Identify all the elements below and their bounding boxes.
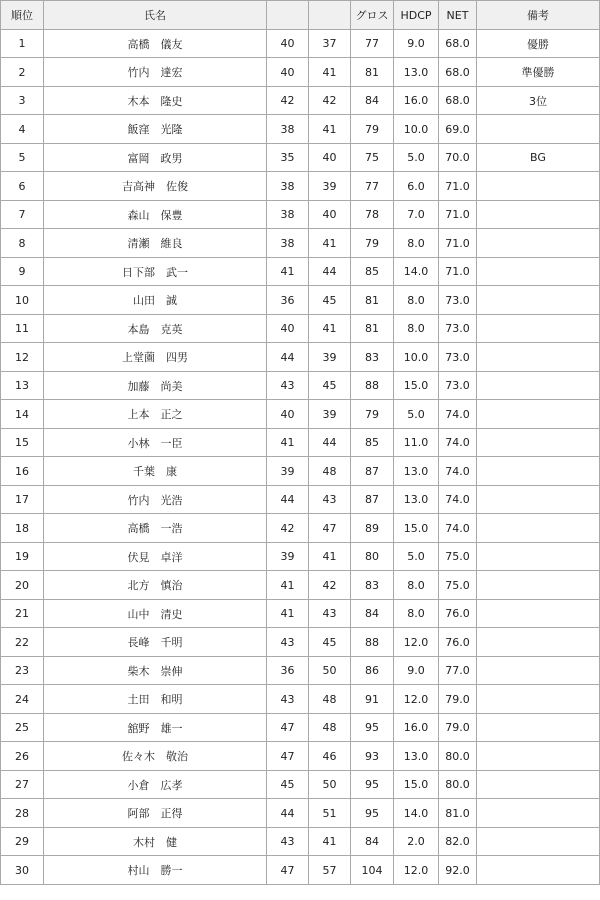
cell-out: 40 — [267, 30, 309, 58]
cell-gross: 80 — [351, 543, 394, 571]
cell-out: 36 — [267, 286, 309, 315]
cell-gross: 88 — [351, 628, 394, 657]
cell-name: 北方 慎治 — [44, 571, 267, 600]
cell-in: 43 — [309, 486, 351, 514]
cell-remarks — [477, 457, 600, 486]
cell-in: 48 — [309, 714, 351, 742]
cell-hdcp: 5.0 — [394, 144, 439, 172]
cell-remarks: BG — [477, 144, 600, 172]
cell-hdcp: 2.0 — [394, 828, 439, 856]
cell-hdcp: 16.0 — [394, 87, 439, 115]
cell-rank: 12 — [1, 343, 44, 372]
cell-rank: 27 — [1, 771, 44, 799]
cell-gross: 95 — [351, 771, 394, 799]
cell-remarks — [477, 543, 600, 571]
cell-rank: 19 — [1, 543, 44, 571]
cell-hdcp: 8.0 — [394, 229, 439, 258]
cell-gross: 81 — [351, 286, 394, 315]
header-in — [309, 1, 351, 30]
cell-name: 柴木 崇伸 — [44, 657, 267, 685]
cell-name: 小林 一臣 — [44, 429, 267, 457]
table-row — [1, 457, 600, 486]
table-row — [1, 172, 600, 201]
cell-hdcp: 8.0 — [394, 286, 439, 315]
cell-hdcp: 12.0 — [394, 685, 439, 714]
cell-hdcp: 15.0 — [394, 372, 439, 400]
table-row — [1, 714, 600, 742]
cell-hdcp: 8.0 — [394, 315, 439, 343]
cell-out: 39 — [267, 543, 309, 571]
cell-in: 45 — [309, 628, 351, 657]
cell-net: 71.0 — [439, 229, 477, 258]
cell-net: 76.0 — [439, 628, 477, 657]
cell-hdcp: 6.0 — [394, 172, 439, 201]
header-name: 氏名 — [44, 1, 267, 30]
cell-remarks — [477, 258, 600, 286]
cell-gross: 88 — [351, 372, 394, 400]
cell-gross: 81 — [351, 58, 394, 87]
table-row — [1, 429, 600, 457]
cell-gross: 75 — [351, 144, 394, 172]
cell-out: 43 — [267, 828, 309, 856]
cell-name: 上堂薗 四男 — [44, 343, 267, 372]
cell-in: 48 — [309, 457, 351, 486]
cell-remarks — [477, 828, 600, 856]
table-row — [1, 657, 600, 685]
cell-out: 35 — [267, 144, 309, 172]
cell-remarks — [477, 514, 600, 543]
cell-name: 佐々木 敬治 — [44, 742, 267, 771]
cell-name: 本島 克英 — [44, 315, 267, 343]
header-gross: グロス — [351, 1, 394, 30]
cell-remarks — [477, 286, 600, 315]
table-row — [1, 400, 600, 429]
cell-rank: 1 — [1, 30, 44, 58]
table-row — [1, 372, 600, 400]
cell-remarks — [477, 229, 600, 258]
cell-hdcp: 8.0 — [394, 600, 439, 628]
cell-hdcp: 13.0 — [394, 58, 439, 87]
table-row — [1, 799, 600, 828]
cell-name: 日下部 武一 — [44, 258, 267, 286]
cell-net: 71.0 — [439, 258, 477, 286]
cell-rank: 9 — [1, 258, 44, 286]
cell-remarks — [477, 486, 600, 514]
cell-in: 42 — [309, 571, 351, 600]
cell-name: 清瀬 維良 — [44, 229, 267, 258]
cell-net: 73.0 — [439, 372, 477, 400]
cell-rank: 10 — [1, 286, 44, 315]
cell-out: 41 — [267, 600, 309, 628]
cell-name: 飯窪 光隆 — [44, 115, 267, 144]
cell-in: 57 — [309, 856, 351, 885]
cell-rank: 5 — [1, 144, 44, 172]
cell-name: 長峰 千明 — [44, 628, 267, 657]
table-row — [1, 58, 600, 87]
cell-net: 74.0 — [439, 429, 477, 457]
cell-rank: 14 — [1, 400, 44, 429]
cell-hdcp: 10.0 — [394, 115, 439, 144]
cell-net: 81.0 — [439, 799, 477, 828]
cell-out: 44 — [267, 343, 309, 372]
cell-out: 43 — [267, 628, 309, 657]
cell-in: 39 — [309, 343, 351, 372]
cell-rank: 23 — [1, 657, 44, 685]
cell-remarks — [477, 343, 600, 372]
cell-rank: 16 — [1, 457, 44, 486]
cell-name: 舘野 雄一 — [44, 714, 267, 742]
cell-rank: 24 — [1, 685, 44, 714]
cell-gross: 79 — [351, 229, 394, 258]
cell-rank: 20 — [1, 571, 44, 600]
cell-gross: 77 — [351, 30, 394, 58]
cell-gross: 84 — [351, 828, 394, 856]
table-row — [1, 343, 600, 372]
cell-out: 47 — [267, 742, 309, 771]
cell-in: 41 — [309, 543, 351, 571]
cell-net: 69.0 — [439, 115, 477, 144]
cell-remarks — [477, 856, 600, 885]
cell-gross: 85 — [351, 429, 394, 457]
table-row — [1, 571, 600, 600]
cell-rank: 29 — [1, 828, 44, 856]
table-row — [1, 543, 600, 571]
header-row — [1, 1, 600, 30]
table-row — [1, 828, 600, 856]
table-row — [1, 87, 600, 115]
cell-net: 73.0 — [439, 315, 477, 343]
cell-net: 68.0 — [439, 58, 477, 87]
cell-gross: 95 — [351, 799, 394, 828]
cell-remarks — [477, 400, 600, 429]
cell-gross: 83 — [351, 571, 394, 600]
cell-out: 44 — [267, 799, 309, 828]
table-row — [1, 685, 600, 714]
cell-remarks — [477, 429, 600, 457]
cell-gross: 83 — [351, 343, 394, 372]
cell-rank: 3 — [1, 87, 44, 115]
cell-hdcp: 13.0 — [394, 457, 439, 486]
cell-remarks — [477, 742, 600, 771]
cell-net: 79.0 — [439, 714, 477, 742]
cell-remarks — [477, 657, 600, 685]
table-row — [1, 258, 600, 286]
cell-name: 富岡 政男 — [44, 144, 267, 172]
cell-net: 71.0 — [439, 201, 477, 229]
cell-out: 38 — [267, 201, 309, 229]
header-net: NET — [439, 1, 477, 30]
cell-name: 村山 勝一 — [44, 856, 267, 885]
cell-name: 竹内 光浩 — [44, 486, 267, 514]
cell-in: 46 — [309, 742, 351, 771]
cell-remarks — [477, 628, 600, 657]
cell-rank: 11 — [1, 315, 44, 343]
cell-in: 41 — [309, 315, 351, 343]
cell-out: 40 — [267, 315, 309, 343]
cell-out: 38 — [267, 229, 309, 258]
cell-in: 48 — [309, 685, 351, 714]
cell-out: 40 — [267, 58, 309, 87]
cell-name: 上本 正之 — [44, 400, 267, 429]
table-row — [1, 628, 600, 657]
table-row — [1, 771, 600, 799]
table-row — [1, 742, 600, 771]
cell-rank: 2 — [1, 58, 44, 87]
table-row — [1, 229, 600, 258]
cell-out: 40 — [267, 400, 309, 429]
cell-remarks — [477, 685, 600, 714]
cell-in: 40 — [309, 144, 351, 172]
cell-name: 阿部 正得 — [44, 799, 267, 828]
cell-net: 73.0 — [439, 343, 477, 372]
cell-gross: 84 — [351, 600, 394, 628]
cell-in: 39 — [309, 400, 351, 429]
cell-name: 吉高神 佐俊 — [44, 172, 267, 201]
cell-rank: 4 — [1, 115, 44, 144]
cell-remarks: 3位 — [477, 87, 600, 115]
cell-hdcp: 7.0 — [394, 201, 439, 229]
cell-gross: 86 — [351, 657, 394, 685]
cell-remarks — [477, 600, 600, 628]
cell-rank: 26 — [1, 742, 44, 771]
cell-remarks — [477, 172, 600, 201]
cell-net: 74.0 — [439, 486, 477, 514]
cell-gross: 84 — [351, 87, 394, 115]
cell-hdcp: 15.0 — [394, 514, 439, 543]
cell-net: 75.0 — [439, 571, 477, 600]
cell-gross: 79 — [351, 400, 394, 429]
cell-in: 40 — [309, 201, 351, 229]
cell-remarks — [477, 571, 600, 600]
cell-name: 竹内 達宏 — [44, 58, 267, 87]
cell-out: 41 — [267, 571, 309, 600]
cell-hdcp: 14.0 — [394, 799, 439, 828]
cell-hdcp: 10.0 — [394, 343, 439, 372]
cell-net: 79.0 — [439, 685, 477, 714]
cell-in: 39 — [309, 172, 351, 201]
cell-in: 44 — [309, 258, 351, 286]
table-row — [1, 315, 600, 343]
cell-in: 37 — [309, 30, 351, 58]
cell-net: 82.0 — [439, 828, 477, 856]
table-row — [1, 486, 600, 514]
cell-gross: 87 — [351, 486, 394, 514]
table-row — [1, 30, 600, 58]
cell-out: 42 — [267, 514, 309, 543]
table-row — [1, 201, 600, 229]
cell-name: 木村 健 — [44, 828, 267, 856]
cell-out: 47 — [267, 856, 309, 885]
cell-rank: 22 — [1, 628, 44, 657]
cell-out: 41 — [267, 429, 309, 457]
cell-rank: 17 — [1, 486, 44, 514]
cell-in: 41 — [309, 828, 351, 856]
cell-name: 木本 隆史 — [44, 87, 267, 115]
cell-in: 50 — [309, 771, 351, 799]
table-row — [1, 286, 600, 315]
cell-remarks — [477, 201, 600, 229]
cell-in: 50 — [309, 657, 351, 685]
cell-gross: 78 — [351, 201, 394, 229]
cell-gross: 104 — [351, 856, 394, 885]
cell-rank: 8 — [1, 229, 44, 258]
header-hdcp: HDCP — [394, 1, 439, 30]
cell-name: 山田 誠 — [44, 286, 267, 315]
cell-gross: 79 — [351, 115, 394, 144]
table-row — [1, 115, 600, 144]
cell-remarks: 優勝 — [477, 30, 600, 58]
cell-remarks — [477, 115, 600, 144]
cell-gross: 87 — [351, 457, 394, 486]
header-out — [267, 1, 309, 30]
table-row — [1, 856, 600, 885]
cell-remarks — [477, 799, 600, 828]
cell-hdcp: 12.0 — [394, 628, 439, 657]
cell-name: 土田 和明 — [44, 685, 267, 714]
cell-net: 70.0 — [439, 144, 477, 172]
cell-in: 42 — [309, 87, 351, 115]
cell-net: 76.0 — [439, 600, 477, 628]
cell-gross: 77 — [351, 172, 394, 201]
cell-out: 45 — [267, 771, 309, 799]
cell-rank: 28 — [1, 799, 44, 828]
cell-out: 44 — [267, 486, 309, 514]
cell-out: 39 — [267, 457, 309, 486]
table-row — [1, 144, 600, 172]
cell-hdcp: 15.0 — [394, 771, 439, 799]
cell-in: 47 — [309, 514, 351, 543]
cell-out: 38 — [267, 172, 309, 201]
header-rank: 順位 — [1, 1, 44, 30]
cell-rank: 30 — [1, 856, 44, 885]
cell-in: 41 — [309, 58, 351, 87]
cell-remarks — [477, 372, 600, 400]
cell-name: 高橋 一浩 — [44, 514, 267, 543]
cell-net: 74.0 — [439, 514, 477, 543]
cell-in: 41 — [309, 229, 351, 258]
cell-in: 41 — [309, 115, 351, 144]
cell-gross: 85 — [351, 258, 394, 286]
cell-hdcp: 9.0 — [394, 30, 439, 58]
cell-out: 36 — [267, 657, 309, 685]
cell-rank: 6 — [1, 172, 44, 201]
cell-name: 加藤 尚美 — [44, 372, 267, 400]
cell-in: 45 — [309, 286, 351, 315]
cell-remarks — [477, 771, 600, 799]
cell-in: 51 — [309, 799, 351, 828]
cell-gross: 81 — [351, 315, 394, 343]
cell-out: 43 — [267, 372, 309, 400]
cell-rank: 21 — [1, 600, 44, 628]
cell-name: 千葉 康 — [44, 457, 267, 486]
cell-hdcp: 14.0 — [394, 258, 439, 286]
cell-gross: 95 — [351, 714, 394, 742]
cell-gross: 89 — [351, 514, 394, 543]
cell-out: 43 — [267, 685, 309, 714]
cell-net: 73.0 — [439, 286, 477, 315]
table-row — [1, 600, 600, 628]
cell-out: 41 — [267, 258, 309, 286]
cell-net: 92.0 — [439, 856, 477, 885]
cell-name: 森山 保豊 — [44, 201, 267, 229]
header-remarks: 備考 — [477, 1, 600, 30]
cell-net: 75.0 — [439, 543, 477, 571]
cell-rank: 13 — [1, 372, 44, 400]
results-body — [1, 30, 600, 885]
cell-rank: 25 — [1, 714, 44, 742]
cell-net: 80.0 — [439, 771, 477, 799]
cell-remarks — [477, 714, 600, 742]
table-row — [1, 514, 600, 543]
cell-out: 42 — [267, 87, 309, 115]
cell-net: 80.0 — [439, 742, 477, 771]
cell-name: 伏見 卓洋 — [44, 543, 267, 571]
cell-out: 47 — [267, 714, 309, 742]
cell-name: 山中 清史 — [44, 600, 267, 628]
cell-net: 77.0 — [439, 657, 477, 685]
cell-hdcp: 13.0 — [394, 742, 439, 771]
cell-hdcp: 13.0 — [394, 486, 439, 514]
cell-remarks — [477, 315, 600, 343]
cell-net: 71.0 — [439, 172, 477, 201]
cell-hdcp: 12.0 — [394, 856, 439, 885]
cell-name: 高橋 儀友 — [44, 30, 267, 58]
cell-hdcp: 5.0 — [394, 543, 439, 571]
cell-gross: 93 — [351, 742, 394, 771]
cell-in: 43 — [309, 600, 351, 628]
cell-net: 74.0 — [439, 457, 477, 486]
cell-remarks: 準優勝 — [477, 58, 600, 87]
cell-out: 38 — [267, 115, 309, 144]
cell-rank: 15 — [1, 429, 44, 457]
cell-hdcp: 11.0 — [394, 429, 439, 457]
cell-hdcp: 5.0 — [394, 400, 439, 429]
cell-in: 44 — [309, 429, 351, 457]
cell-net: 74.0 — [439, 400, 477, 429]
cell-hdcp: 16.0 — [394, 714, 439, 742]
cell-rank: 18 — [1, 514, 44, 543]
cell-gross: 91 — [351, 685, 394, 714]
cell-name: 小倉 広孝 — [44, 771, 267, 799]
cell-net: 68.0 — [439, 87, 477, 115]
cell-hdcp: 9.0 — [394, 657, 439, 685]
cell-rank: 7 — [1, 201, 44, 229]
cell-in: 45 — [309, 372, 351, 400]
cell-hdcp: 8.0 — [394, 571, 439, 600]
cell-net: 68.0 — [439, 30, 477, 58]
